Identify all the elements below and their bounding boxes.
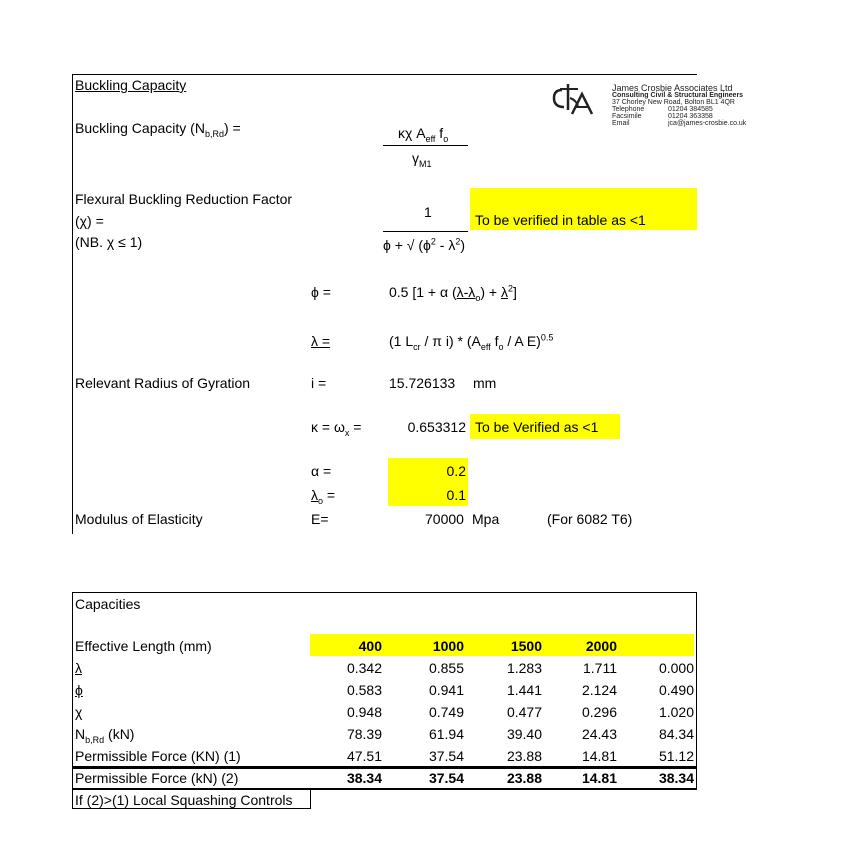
row-label-permissible-1: Permissible Force (KN) (1) bbox=[75, 748, 241, 764]
capacities-right-border bbox=[696, 592, 697, 788]
chi-value: 0.477 bbox=[506, 704, 542, 720]
radius-unit: mm bbox=[473, 375, 497, 391]
verify-table-note: To be verified in table as <1 bbox=[475, 212, 646, 228]
phi-value: 0.490 bbox=[658, 682, 694, 698]
nbrd-value: 84.34 bbox=[658, 726, 694, 742]
lambda-value: 1.711 bbox=[583, 660, 617, 676]
phi-value: 2.124 bbox=[581, 682, 617, 698]
permissible-1-value: 14.81 bbox=[581, 748, 617, 764]
section1-left-border bbox=[72, 74, 73, 534]
company-tagline: Consulting Civil & Structural Engineers bbox=[612, 92, 744, 99]
local-squashing-note: If (2)>(1) Local Squashing Controls bbox=[75, 792, 293, 808]
chi-value: 0.948 bbox=[346, 704, 382, 720]
effective-length-value: 1000 bbox=[432, 638, 464, 654]
capacity-denominator: $\gamma_{M1}$ bbox=[412, 150, 432, 169]
effective-length-value: 1500 bbox=[510, 638, 542, 654]
row-label-phi: ϕ bbox=[75, 682, 83, 698]
buckling-capacity-label: Buckling Capacity $(N_{b,Rd})$ = bbox=[75, 120, 241, 139]
reduction-factor-symbol: (χ) = bbox=[75, 213, 104, 229]
reduction-factor-label: Flexural Buckling Reduction Factor bbox=[75, 191, 293, 207]
permissible-2-value: 38.34 bbox=[658, 770, 694, 786]
row-label-lambda: λ bbox=[75, 660, 82, 676]
permissible-1-value: 37.54 bbox=[428, 748, 464, 764]
nbrd-value: 78.39 bbox=[346, 726, 382, 742]
elasticity-note: (For 6082 T6) bbox=[547, 511, 633, 527]
elasticity-symbol: E= bbox=[311, 511, 329, 527]
lambda-value: 1.283 bbox=[506, 660, 542, 676]
chi-value: 0.749 bbox=[428, 704, 464, 720]
reduction-fraction-bar bbox=[383, 231, 468, 232]
elasticity-value: 70000 bbox=[425, 511, 464, 527]
permissible-1-value: 51.12 bbox=[658, 748, 694, 764]
section-title: Buckling Capacity bbox=[75, 77, 187, 93]
elasticity-label: Modulus of Elasticity bbox=[75, 511, 203, 527]
reduction-factor-note: (NB. χ ≤ 1) bbox=[75, 234, 143, 250]
lambda-symbol: λ = bbox=[311, 333, 331, 349]
permissible-1-value: 23.88 bbox=[506, 748, 542, 764]
phi-symbol: ϕ = bbox=[311, 284, 331, 300]
kappa-value: 0.653312 bbox=[407, 419, 466, 435]
reduction-numerator: 1 bbox=[424, 204, 432, 220]
lambda0-symbol: $\lambda_o$ = bbox=[311, 487, 336, 506]
radius-label: Relevant Radius of Gyration bbox=[75, 375, 251, 391]
lambda0-value: 0.1 bbox=[446, 487, 466, 503]
effective-length-value: 400 bbox=[358, 638, 382, 654]
capacity-numerator: κχ $A_{eff}$ $f_o$ bbox=[398, 125, 449, 144]
alpha-value: 0.2 bbox=[446, 463, 466, 479]
chi-value: 0.296 bbox=[581, 704, 617, 720]
radius-symbol: i = bbox=[311, 375, 327, 391]
permissible-1-value: 47.51 bbox=[346, 748, 382, 764]
row-label-permissible-2: Permissible Force (kN) (2) bbox=[75, 770, 239, 786]
nbrd-value: 61.94 bbox=[428, 726, 464, 742]
row-label-effective-length: Effective Length (mm) bbox=[75, 638, 212, 654]
company-address: 37 Chorley New Road, Bolton BL1 4QR bbox=[612, 99, 735, 106]
company-logo-icon bbox=[548, 80, 608, 120]
company-telephone: 01204 384585 bbox=[668, 106, 713, 113]
row-label-nbrd: $N_{b,Rd}$ (kN) bbox=[75, 726, 135, 745]
phi-formula: 0.5 [1 + α $(\lambda-\lambda_o) + \lambda^2$] bbox=[389, 283, 517, 303]
lambda-value: 0.342 bbox=[346, 660, 382, 676]
nbrd-value: 39.40 bbox=[506, 726, 542, 742]
company-fax: 01204 363358 bbox=[668, 113, 713, 120]
capacity-fraction-bar bbox=[383, 145, 468, 146]
lambda-formula: (1 $L_{cr}$ / π $i) * (A_{eff}$ $f_o$ / A E)$^{0.5}$ bbox=[389, 332, 554, 352]
phi-value: 0.941 bbox=[428, 682, 464, 698]
company-name: James Crosbie Associates Ltd bbox=[612, 83, 733, 93]
row-label-chi: χ bbox=[75, 704, 83, 720]
chi-value: 1.020 bbox=[658, 704, 694, 720]
permissible-2-value: 14.81 bbox=[581, 770, 617, 786]
capacities-top-border bbox=[72, 592, 697, 593]
company-email: jca@james-crosbie.co.uk bbox=[668, 120, 747, 127]
footer-cell-right-border bbox=[310, 788, 311, 809]
section1-top-border bbox=[72, 74, 697, 75]
elasticity-unit: Mpa bbox=[472, 511, 500, 527]
permissible-2-value: 38.34 bbox=[346, 770, 382, 786]
company-telephone-label: Telephone bbox=[612, 106, 645, 113]
permissible-2-bottom-border bbox=[72, 788, 697, 790]
phi-value: 1.441 bbox=[506, 682, 542, 698]
phi-value: 0.583 bbox=[346, 682, 382, 698]
alpha-symbol: α = bbox=[311, 463, 332, 479]
capacities-title: Capacities bbox=[75, 596, 141, 612]
lambda-value: 0.000 bbox=[658, 660, 694, 676]
kappa-symbol: $\kappa = \omega_x$ = bbox=[311, 419, 362, 438]
radius-value: 15.726133 bbox=[389, 375, 456, 391]
kappa-verify-note: To be Verified as <1 bbox=[475, 419, 599, 435]
effective-length-value: 2000 bbox=[585, 638, 617, 654]
nbrd-value: 24.43 bbox=[581, 726, 617, 742]
permissible-2-value: 37.54 bbox=[428, 770, 464, 786]
capacities-left-border bbox=[72, 592, 73, 809]
reduction-denominator: ϕ + √ $(\phi^2 - \lambda^2)$ bbox=[383, 236, 466, 253]
lambda-value: 0.855 bbox=[428, 660, 464, 676]
company-email-label: Email bbox=[612, 120, 630, 127]
company-fax-label: Facsimile bbox=[612, 113, 642, 120]
permissible-2-value: 23.88 bbox=[506, 770, 542, 786]
